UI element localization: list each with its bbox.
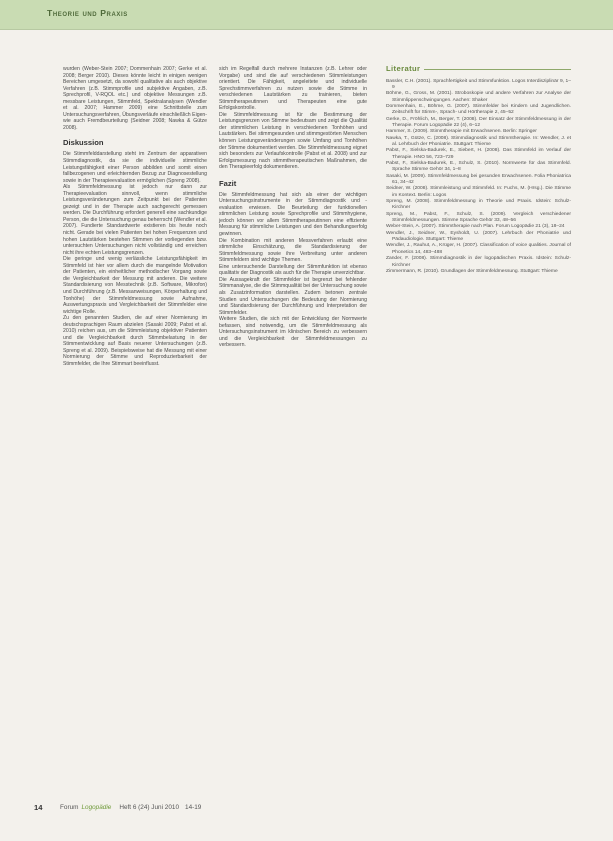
- paragraph: sich im Regelfall durch mehrere Instanzen (z.B. Lehrer oder Vorgabe) und sind die auf verschiedenen Stimmleistungen orientiert. Die Fähigkeit, angeleitete und individuelle Sprechstimmverfahren zu nutzen sowie die Stimme in verschiedenen Lautstärken zu trainieren, bieten Stimmtherapeutinnen und Therapeuten eine gute Erfolgskontrolle.: [219, 66, 367, 112]
- reference-entry: Zander, F. (2008). Stimmdiagnostik in der logopädischen Praxis. Idstein: Schulz-Kirchner: [386, 256, 571, 268]
- heading-rule: [424, 69, 571, 70]
- paragraph: wurden (Weber-Stein 2007; Dommenhain 2007; Gerke et al. 2008; Berger 2010). Dieses könnte leicht in einigen wenigen Bereichen umgesetzt, da sowohl qualitative als auch objektive Verfahren (z.B. Stimmprofile und subjektive Angaben, z.B. Sprechprofil, V-RQOL etc.) und objektive Messungen z.B. messbare Leistungen, Stimmfeld, Spektralanalysen (Wendler et al. 2007; Hammer 2009) eine Schnittstelle zum Untersuchungsverfahren, Übungsverläufe einschließlich Eigen- wie auch Fremdbeurteilung (Seidner 2008; Nawka & Gütze 2008).: [63, 66, 207, 131]
- reference-entry: Wendler, J., Seidner, W., Eysholdt, U. (2007). Lehrbuch der Phoniatrie und Pädaudiologie. Stuttgart: Thieme: [386, 230, 571, 243]
- paragraph: Die Kombination mit anderen Messverfahren erlaubt eine stimmliche Einschätzung, die Standardisierung der Stimmfeldmessung sowie ihre Verbreitung unter anderen Stimmfeldern sind wichtige Themen.: [219, 237, 367, 264]
- reference-entry: Pabst, F., Sielska-Badurek, E., Siebert, H. (2008). Das Stimmfeld im Verlauf der Therapie. HNO 56, 723–729: [386, 148, 571, 160]
- literature-column: [386, 66, 571, 275]
- reference-entry: Zimmermann, R. (2010). Grundlagen der Stimmfeldmessung. Stuttgart: Thieme: [386, 268, 558, 274]
- literature-heading-label: Literatur: [386, 64, 421, 73]
- section-header-bar: [0, 0, 613, 30]
- reference-entry: Gerke, D., Fröhlich, M., Berger, T. (2008). Der Einsatz der Stimmfeldmessung in der Therapie. Forum Logopädie 22 (4), 6–12: [386, 116, 571, 128]
- page-range: 14-19: [185, 803, 202, 811]
- paragraph: Die Aussagekraft der Stimmfelder ist begrenzt bei fehlender Stimmanalyse, die die Stimmqualität bei der Untersuchung sowie als Zusatzinformation darstellen. Zudem betonen zentrale Studien und Untersuchungen die Bedeutung der Normierung und Standardisierung der Durchführung und Interpretation der Stimmfelder.: [219, 276, 368, 316]
- page-footer: [34, 801, 594, 813]
- journal-name: Forum: [60, 803, 79, 811]
- reference-entry: Spreng, M. (2008). Stimmfeldmessung in Theorie und Praxis. Idstein: Schulz-Kirchner: [386, 199, 571, 211]
- paragraph: Die geringe und wenig verlässliche Leistungsfähigkeit im Stimmfeld ist hier vor allem durch die mangelnde Motivation der Patienten, ein einheitlicher methodischer Vorgang sowie die Vergleichbarkeit der Messung mit anderen. Die weitere Standardisierung von Messtechnik (z.B. Software, Mikrofon) und Durchführung (z.B. Messanweisungen, Körperhaltung und Tonhöhe) der Stimmfeldmessung sowie Aufnahme, Auswertungspraxis und Vergleichbarkeit der Stimmfelder eine wichtige Rolle.: [63, 256, 207, 315]
- reference-entry: Hammer, S. (2009). Stimmtherapie mit Erwachsenen. Berlin: Springer: [386, 129, 537, 135]
- text-column-left: [63, 66, 207, 368]
- section-heading-discussion: Diskussion: [63, 138, 104, 148]
- section-heading-conclusion: Fazit: [219, 178, 237, 188]
- reference-entry: Böhme, G., Gross, M. (2001). Stroboskopie und andere Verfahren zur Analyse der Stimmlippenschwingungen. Aachen: Shaker: [386, 91, 571, 103]
- page-number: 14: [34, 802, 43, 812]
- section-title: Theorie und Praxis: [47, 8, 128, 18]
- reference-entry: Spreng, M., Pabst, F., Schulz, S. (2009). Vergleich verschiedener Stimmfeldmessungen. Stimme Sprache Gehör 33, 48–56: [386, 211, 571, 224]
- reference-entry: Nawka, T., Gütze, C. (2008). Stimmdiagnostik und Stimmtherapie. In: Wendler, J. et al. Lehrbuch der Phoniatrie. Stuttgart: Thieme: [386, 135, 571, 147]
- paragraph: Die Stimmfeldmessung ist für die Bestimmung der Leistungsgrenzen von Stimme bedeutsam und zeigt die Qualität der stimmlichen Leistung in verschiedenen Tonhöhen und Lautstärken. Bei stimmgesunden und stimmgestörten Menschen können Leistungsveränderungen sowie Umfang und Tonhöhen der Stimme dokumentiert werden. Die Stimmfeldmessung eignet sich besonders zur Verlaufskontrolle (Pabst et al. 2008) und zur Erfolgsmessung nach stimmtherapeutischen Maßnahmen, die den Therapieerfolg dokumentieren.: [219, 111, 367, 171]
- paragraph: Eine untersuchende Darstellung der Stimmfunktion ist ebenso qualitativ der Diagnostik als auch für die Therapie unverzichtbar.: [219, 263, 367, 277]
- paragraph: Zu den genannten Studien, die auf einer Normierung im deutschsprachigen Raum abzielen (Sasaki 2009; Pabst et al. 2010) reichen aus, um die Stimmleistung objektiver Patienten und die Vergleichbarkeit durch Stimmbelastung in der Stimmentwicklung auf Basis neuerer Untersuchungen (z.B. Spreng et al. 2009). Beispielsweise hat die Messung mit einer Normierung der Stimme und Reproduzierbarkeit der Stimmfelder, die Ihre Stimmart beeinflusst.: [63, 315, 207, 367]
- paragraph: Weitere Studien, die sich mit der Entwicklung der Normwerte befassen, sind notwendig, um die Stimmfeldmessung als Untersuchungsinstrument im klinischen Bereich zu verbessern und die Vergleichbarkeit der Stimmfeldmessungen zu verbessern.: [219, 316, 367, 349]
- issue-info: Heft 6 (24) Juni 2010: [119, 803, 180, 811]
- reference-entry: Bassler, C.H. (2001). Sprachfertigkeit und Stimmfunktion. Logos Interdisziplinär 9, 1–9: [386, 78, 571, 90]
- paragraph: Als Stimmfeldmessung ist jedoch nur dann zur Therapieevaluation sinnvoll, wenn stimmliche Leistungsveränderungen zum Zeitpunkt bei der Patienten gezeigt und in der Therapie auch sachgerecht gemessen werden. Die Durchführung erfordert generell eine sachkundige Person, die die Untersuchung genau beherrscht (Wendler et al. 2007). Fundierte Standardwerte existieren bis heute noch nicht. Gerade bei vielen Patienten bei hohen Frequenzen und hohen Lautstärken bestehen Stimmen der vorliegenden bzw. untersuchten Untersuchungen nicht vollständig und erreichen nicht ihre echten Leistungsgrenzen.: [63, 184, 207, 256]
- reference-entry: Sasaki, M. (2009). Stimmfeldmessung bei gesunden Erwachsenen. Folia Phoniatrica 61, 34–42: [386, 173, 571, 186]
- literature-heading: [386, 66, 571, 73]
- paragraph: Die Stimmfeldmessung hat sich als einer der wichtigen Untersuchungsinstrumente in der Stimmdiagnostik und -evaluation erwiesen. Die Beurteilung der funktionellen stimmlichen Leistung sowie Sprechprofile und Stimmhygiene, jedoch können vor allem Stimmtherapeutinnen eine effiziente Messung für stimmliche Leistungen und den Behandlungserfolg gewinnen.: [219, 191, 367, 238]
- paragraph: Die Stimmfelddarstellung steht im Zentrum der apparativen Stimmdiagnostik, da sie die individuelle stimmliche Leistungsfähigkeit einer Person abbilden und somit einen fallbezogenen und erleichternden Bezug zur Diagnosestellung sowie in der Therapieevaluation ermöglichen (Spreng 2008).: [63, 151, 207, 184]
- reference-entry: Weber-Stein, A. (2007). Stimmtherapie nach Plan. Forum Logopädie 21 (3), 18–24: [386, 224, 565, 230]
- text-column-middle: [219, 66, 367, 349]
- reference-entry: Dommenhain, E., Böhme, G. (2007). Stimmfelder bei Kindern und Jugendlichen. Zeitschrift für Stimm-, Sprach- und Hörtherapie 2, 45–52: [386, 103, 571, 116]
- reference-entry: Seidner, W. (2008). Stimmleistung und Stimmfeld. In: Fuchs, M. (Hrsg.). Die Stimme im Kontext. Berlin: Logos: [386, 186, 571, 198]
- reference-entry: Wendler, J., Rauhut, A., Krüger, H. (2007). Classification of voice qualities. Journal of Phonetics 14, 483–488: [386, 243, 571, 255]
- reference-entry: Pabst, F., Sielska-Badurek, E., Schulz, S. (2010). Normwerte für das Stimmfeld. Sprache Stimme Gehör 34, 1–8: [386, 161, 571, 173]
- reference-list: [386, 79, 571, 276]
- journal-brand: Logopädie: [81, 803, 112, 811]
